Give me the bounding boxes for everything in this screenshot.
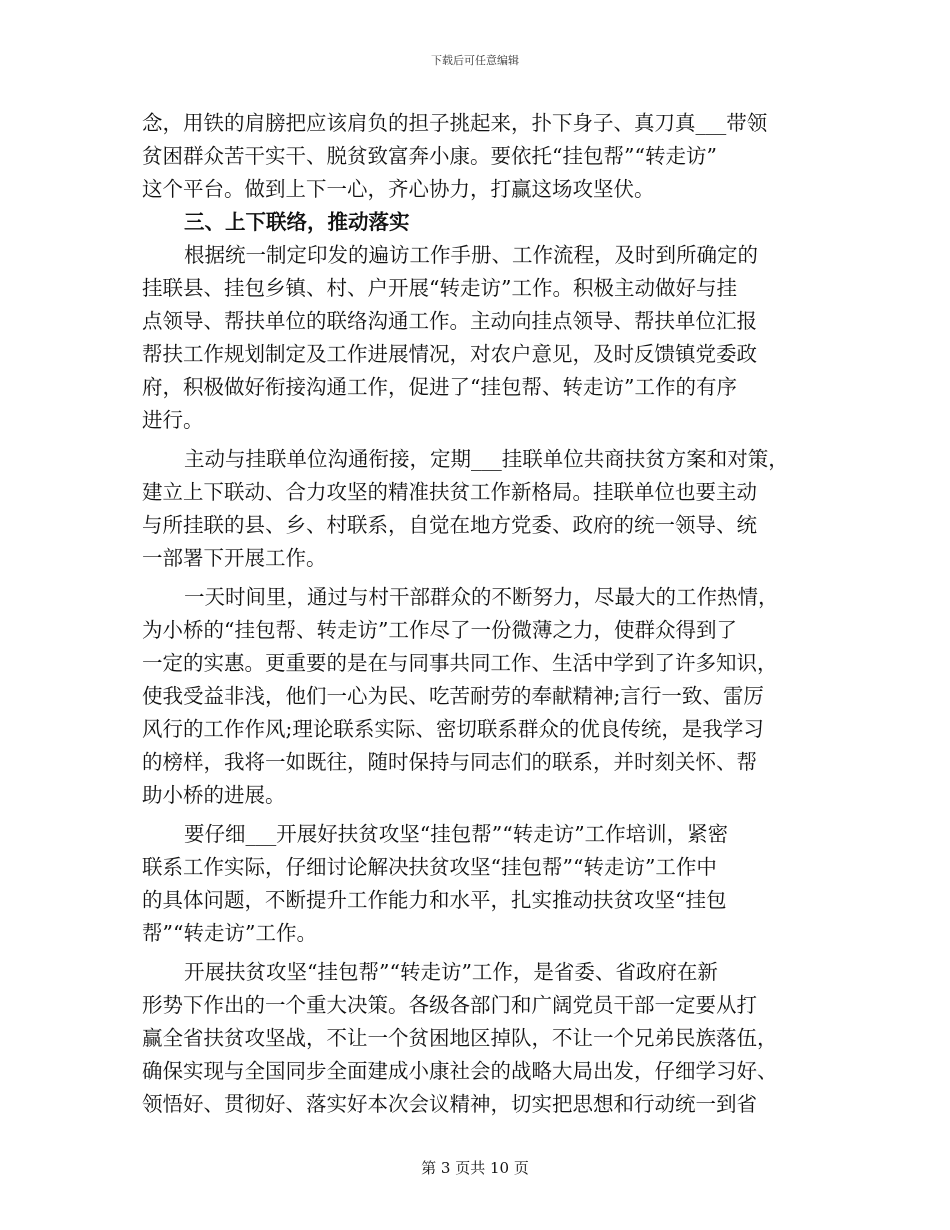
text-line: 一定的实惠。更重要的是在与同事共同工作、生活中学到了许多知识， xyxy=(142,651,778,675)
paragraph-line: 根据统一制定印发的遍访工作手册、工作流程，及时到所确定的 xyxy=(184,243,758,267)
paragraph-line: 开展扶贫攻坚“挂包帮”“转走访”工作，是省委、省政府在新 xyxy=(184,960,718,984)
section-heading: 三、上下联络，推动落实 xyxy=(184,210,410,234)
text-line: 联系工作实际，仔细讨论解决扶贫攻坚“挂包帮”“转走访”工作中 xyxy=(142,855,717,879)
text-line: 确保实现与全国同步全面建成小康社会的战略大局出发，仔细学习好、 xyxy=(142,1059,778,1083)
text-line: 这个平台。做到上下一心，齐心协力，打赢这场攻坚伏。 xyxy=(142,177,655,201)
page-header: 下载后可任意编辑 xyxy=(431,54,519,67)
text-line: 贫困群众苦干实干、脱贫致富奔小康。要依托“挂包帮”“转走访” xyxy=(142,144,717,168)
document-body xyxy=(142,107,822,1121)
page-footer: 第 3 页共 10 页 xyxy=(421,1159,529,1177)
text-line: 形势下作出的一个重大决策。各级各部门和广阔党员干部一定要从打 xyxy=(142,993,757,1017)
text-line: 助小桥的进展。 xyxy=(142,783,286,807)
text-line: 为小桥的“挂包帮、转走访”工作尽了一份微薄之力，使群众得到了 xyxy=(142,618,737,642)
text-line: 进行。 xyxy=(142,408,204,432)
text-line: 与所挂联的县、乡、村联系，自觉在地方党委、政府的统一领导、统 xyxy=(142,513,757,537)
text-line: 点领导、帮扶单位的联络沟通工作。主动向挂点领导、帮扶单位汇报 xyxy=(142,309,757,333)
paragraph-line: 要仔细___开展好扶贫攻坚“挂包帮”“转走访”工作培训，紧密 xyxy=(184,822,729,846)
text-line: 府，积极做好衔接沟通工作，促进了“挂包帮、转走访”工作的有序 xyxy=(142,375,737,399)
text-line: 赢全省扶贫攻坚战，不让一个贫困地区掉队，不让一个兄弟民族落伍， xyxy=(142,1026,778,1050)
text-line: 念，用铁的肩膀把应该肩负的担子挑起来，扑下身子、真刀真___带领 xyxy=(142,111,768,135)
text-line: 领悟好、贯彻好、落实好本次会议精神，切实把思想和行动统一到省 xyxy=(142,1092,757,1116)
paragraph-line: 主动与挂联单位沟通衔接，定期___挂联单位共商扶贫方案和对策， xyxy=(184,447,789,471)
text-line: 一部署下开展工作。 xyxy=(142,546,327,570)
text-line: 帮”“转走访”工作。 xyxy=(142,921,317,945)
text-line: 使我受益非浅，他们一心为民、吃苦耐劳的奉献精神;言行一致、雷厉 xyxy=(142,684,764,708)
text-line: 挂联县、挂包乡镇、村、户开展“转走访”工作。积极主动做好与挂 xyxy=(142,276,737,300)
text-line: 风行的工作作风;理论联系实际、密切联系群众的优良传统，是我学习 xyxy=(142,717,764,741)
text-line: 建立上下联动、合力攻坚的精准扶贫工作新格局。挂联单位也要主动 xyxy=(142,480,757,504)
text-line: 的榜样，我将一如既往，随时保持与同志们的联系，并时刻关怀、帮 xyxy=(142,750,757,774)
paragraph-line: 一天时间里，通过与村干部群众的不断努力，尽最大的工作热情， xyxy=(184,585,779,609)
text-line: 的具体问题，不断提升工作能力和水平，扎实推动扶贫攻坚“挂包 xyxy=(142,888,727,912)
text-line: 帮扶工作规划制定及工作进展情况，对农户意见，及时反馈镇党委政 xyxy=(142,342,757,366)
